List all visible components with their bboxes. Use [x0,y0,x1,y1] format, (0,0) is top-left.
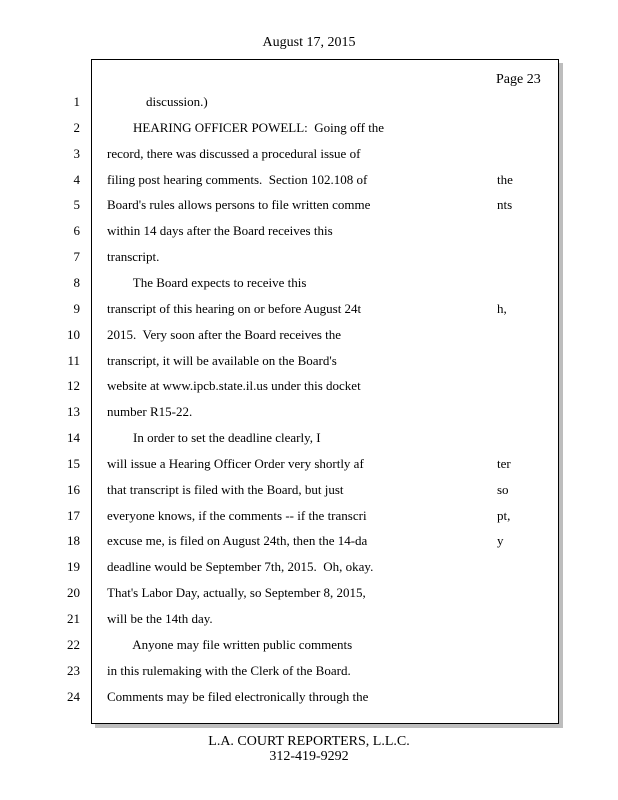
line-text: In order to set the deadline clearly, I [107,430,321,445]
line-number: 15 [67,456,80,471]
line-text: discussion.) [107,94,208,109]
line-overflow-text: y [497,533,504,548]
line-overflow-text: pt, [497,508,511,523]
line-number: 3 [73,146,80,161]
line-number: 6 [73,223,80,238]
line-overflow-text: nts [497,197,513,212]
footer-phone: 312-419-9292 [269,749,349,764]
line-text: website at www.ipcb.state.il.us under this docket [107,378,361,393]
line-text: number R15-22. [107,404,193,419]
line-overflow-text: h, [497,301,507,316]
line-number: 4 [73,172,80,187]
line-text: HEARING OFFICER POWELL: Going off the [107,120,385,135]
line-number: 12 [67,378,80,393]
line-text: Board's rules allows persons to file written comme [107,197,371,212]
line-number: 16 [67,482,80,497]
line-number: 5 [73,197,80,212]
header-date: August 17, 2015 [262,35,356,50]
line-number: 11 [67,353,80,368]
line-number: 19 [67,559,80,574]
line-text: transcript, it will be available on the Board's [107,353,337,368]
line-overflow-text: so [497,482,509,497]
line-text: Anyone may file written public comments [107,637,353,652]
line-text: deadline would be September 7th, 2015. Oh, okay. [107,559,374,574]
line-text: excuse me, is filed on August 24th, then the 14-da [107,533,368,548]
line-number: 1 [73,94,80,109]
line-text: that transcript is filed with the Board, but just [107,482,344,497]
line-number: 9 [73,301,80,316]
line-number: 2 [73,120,80,135]
line-text: filing post hearing comments. Section 102.108 of [107,172,368,187]
line-number: 21 [67,611,80,626]
line-text: will issue a Hearing Officer Order very shortly af [107,456,364,471]
footer-company: L.A. COURT REPORTERS, L.L.C. [208,734,410,749]
line-text: in this rulemaking with the Clerk of the Board. [107,663,351,678]
line-text: That's Labor Day, actually, so September 8, 2015, [107,585,366,600]
line-text: The Board expects to receive this [107,275,307,290]
line-number: 20 [67,585,80,600]
line-number: 10 [67,327,80,342]
line-overflow-text: ter [497,456,511,471]
line-text: transcript. [107,249,160,264]
line-text: everyone knows, if the comments -- if the transcri [107,508,367,523]
line-text: Comments may be filed electronically through the [107,689,369,704]
line-text: will be the 14th day. [107,611,213,626]
line-number: 23 [67,663,80,678]
line-number: 7 [73,249,80,264]
line-text: record, there was discussed a procedural issue of [107,146,361,161]
line-text: transcript of this hearing on or before August 24t [107,301,362,316]
line-number: 18 [67,533,80,548]
line-text: 2015. Very soon after the Board receives the [107,327,342,342]
line-overflow-text: the [497,172,513,187]
line-number: 17 [67,508,80,523]
line-number: 24 [67,689,80,704]
line-number: 13 [67,404,80,419]
page-number: Page 23 [496,72,541,87]
line-number: 22 [67,637,80,652]
line-text: within 14 days after the Board receives this [107,223,333,238]
line-number: 8 [73,275,80,290]
line-number: 14 [67,430,80,445]
